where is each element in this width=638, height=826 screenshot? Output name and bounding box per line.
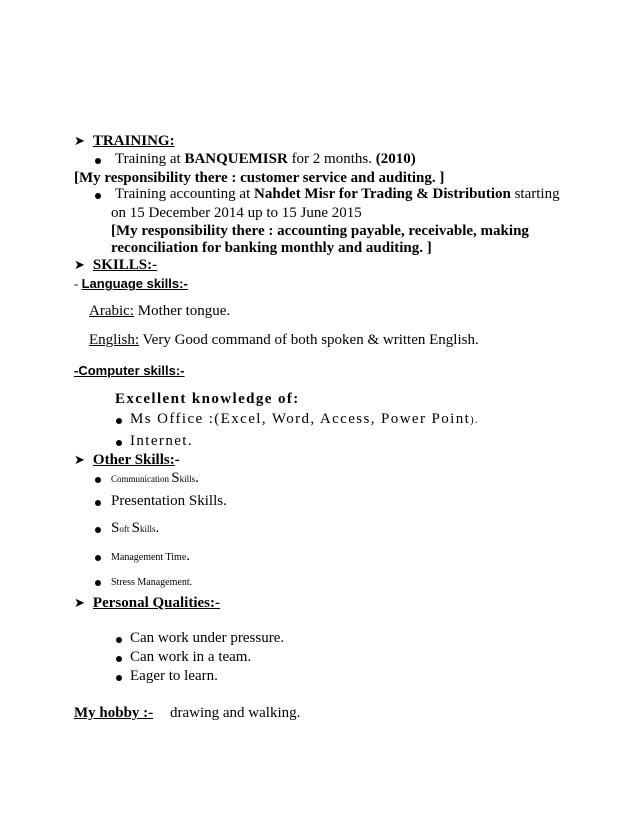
soft-skills: Soft Skills. xyxy=(111,520,160,536)
language-skills-title: - Language skills:- xyxy=(74,276,188,291)
stress-management: Stress Management. xyxy=(111,577,193,588)
computer-skills-title: -Computer skills:- xyxy=(74,363,185,378)
bullet-icon xyxy=(95,193,101,199)
arrow-bullet-icon: ➤ xyxy=(74,258,85,273)
presentation-skills: Presentation Skills. xyxy=(111,493,227,509)
excellent-knowledge: Excellent knowledge of: xyxy=(115,391,300,407)
personal-qualities-heading: ➤ Personal Qualities:- xyxy=(74,595,220,611)
arrow-bullet-icon: ➤ xyxy=(74,453,85,468)
bullet-icon xyxy=(95,500,101,506)
bullet-icon xyxy=(95,477,101,483)
skills-heading xyxy=(74,257,157,274)
bullet-icon xyxy=(95,555,101,561)
personal-item: Can work in a team. xyxy=(130,649,252,665)
arrow-bullet-icon: ➤ xyxy=(74,596,85,611)
management-time: Management Time. xyxy=(111,548,191,564)
training-item-1: Training at BANQUEMISR for 2 months. (2010) xyxy=(115,151,416,167)
other-skills-heading: ➤ Other Skills:- xyxy=(74,452,180,468)
training-item-2-dates: on 15 December 2014 up to 15 June 2015 xyxy=(111,205,362,221)
training-heading-text: TRAINING: xyxy=(92,133,175,149)
bullet-icon xyxy=(95,580,101,586)
bullet-icon xyxy=(95,158,101,164)
arrow-bullet-icon: ➤ xyxy=(74,134,85,149)
training-responsibility-2-line1: [My responsibility there : accounting payable, receivable, making xyxy=(111,223,529,239)
bullet-icon xyxy=(116,418,122,424)
bullet-icon xyxy=(116,675,122,681)
training-responsibility-2-line2: reconciliation for banking monthly and auditing. ] xyxy=(111,240,432,256)
bullet-icon xyxy=(116,440,122,446)
ms-office-line: Ms Office :(Excel, Word, Access, Power Point). xyxy=(130,411,479,427)
bullet-icon xyxy=(95,527,101,533)
personal-item: Eager to learn. xyxy=(130,668,218,684)
training-responsibility-1: [My responsibility there : customer service and auditing. ] xyxy=(74,170,445,186)
arabic-line: Arabic: Mother tongue. xyxy=(89,303,231,319)
skills-heading-text: SKILLS:- xyxy=(92,257,158,273)
hobby-value: drawing and walking. xyxy=(170,705,301,721)
communication-skills: Communication Skills. xyxy=(111,470,199,486)
bullet-icon xyxy=(116,656,122,662)
training-heading xyxy=(74,133,175,150)
personal-item: Can work under pressure. xyxy=(130,630,285,646)
english-line: English: Very Good command of both spoken & written English. xyxy=(89,332,479,348)
bullet-icon xyxy=(116,637,122,643)
hobby-label: My hobby :- xyxy=(74,705,154,721)
internet-line: Internet. xyxy=(130,433,193,449)
training-item-2: Training accounting at Nahdet Misr for Trading & Distribution starting xyxy=(115,186,560,202)
